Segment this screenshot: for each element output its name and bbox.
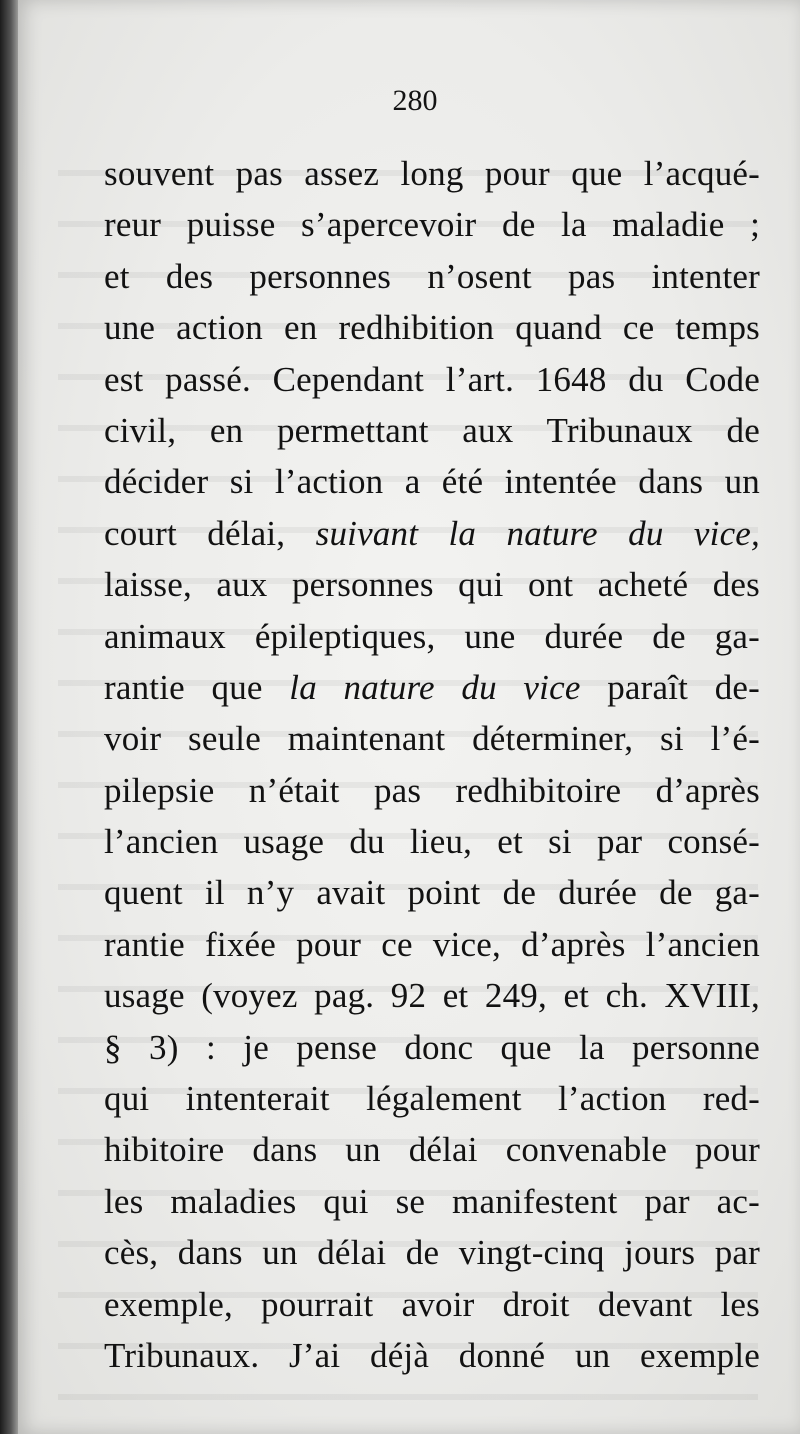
text-line — [104, 1227, 760, 1278]
text-line — [104, 816, 760, 867]
text-segment: pilepsie n’était pas redhibitoire d’après — [104, 770, 760, 810]
text-segment: laisse, aux personnes qui ont acheté des — [104, 565, 760, 605]
text-line — [104, 1279, 760, 1330]
text-segment: rantie que — [104, 667, 290, 707]
text-line — [104, 559, 760, 610]
italic-segment: suivant la nature du vice, — [315, 513, 760, 553]
text-line — [104, 970, 760, 1021]
text-segment: usage (voyez pag. 92 et 249, et ch. XVIII, — [104, 976, 760, 1016]
text-line — [104, 302, 760, 353]
text-line — [104, 713, 760, 764]
text-segment: souvent pas assez long pour que l’acqué- — [104, 154, 760, 193]
text-line — [104, 1176, 760, 1227]
text-line — [104, 1022, 760, 1073]
text-line — [104, 611, 760, 662]
text-line — [104, 765, 760, 816]
text-segment: qui intenterait légalement l’action red- — [104, 1079, 760, 1119]
text-segment: quent il n’y avait point de durée de ga- — [104, 873, 760, 913]
text-segment: voir seule maintenant déterminer, si l’é- — [104, 719, 760, 759]
text-line — [104, 251, 760, 302]
text-line — [104, 199, 760, 250]
text-segment: court délai, — [104, 513, 316, 553]
text-line — [104, 148, 760, 199]
text-segment: est passé. Cependant l’art. 1648 du Code — [104, 359, 760, 399]
text-line — [104, 456, 760, 507]
text-line — [104, 508, 760, 559]
text-segment: les maladies qui se manifestent par ac- — [104, 1181, 760, 1221]
text-segment: § 3) : je pense donc que la personne — [104, 1027, 760, 1067]
text-line — [104, 867, 760, 918]
text-segment: cès, dans un délai de vingt-cinq jours par — [104, 1233, 760, 1273]
text-line — [104, 354, 760, 405]
book-gutter-shadow — [0, 0, 18, 1434]
book-page — [18, 0, 800, 1434]
text-line — [104, 1124, 760, 1175]
text-line — [104, 1330, 760, 1381]
text-segment: l’ancien usage du lieu, et si par consé- — [104, 822, 760, 862]
text-segment: et des personnes n’osent pas intenter — [104, 256, 760, 296]
text-segment: une action en redhibition quand ce temps — [104, 308, 760, 348]
text-line — [104, 919, 760, 970]
text-segment: paraît de- — [580, 667, 760, 707]
text-line — [104, 405, 760, 456]
text-segment: civil, en permettant aux Tribunaux de — [104, 410, 760, 450]
italic-segment: la nature du vice — [289, 667, 581, 707]
text-line — [104, 662, 760, 713]
text-segment: animaux épileptiques, une durée de ga- — [104, 616, 760, 656]
page-number: 280 — [392, 84, 438, 117]
text-segment: exemple, pourrait avoir droit devant les — [104, 1284, 760, 1324]
text-line — [104, 1073, 760, 1124]
text-segment: rantie fixée pour ce vice, d’après l’ancien — [104, 924, 760, 964]
text-segment: hibitoire dans un délai convenable pour — [104, 1130, 760, 1170]
text-segment: reur puisse s’apercevoir de la maladie ; — [104, 205, 760, 245]
body-text — [104, 148, 760, 1381]
text-segment: décider si l’action a été intentée dans un — [104, 462, 760, 502]
text-segment: Tribunaux. J’ai déjà donné un exemple — [104, 1335, 760, 1375]
